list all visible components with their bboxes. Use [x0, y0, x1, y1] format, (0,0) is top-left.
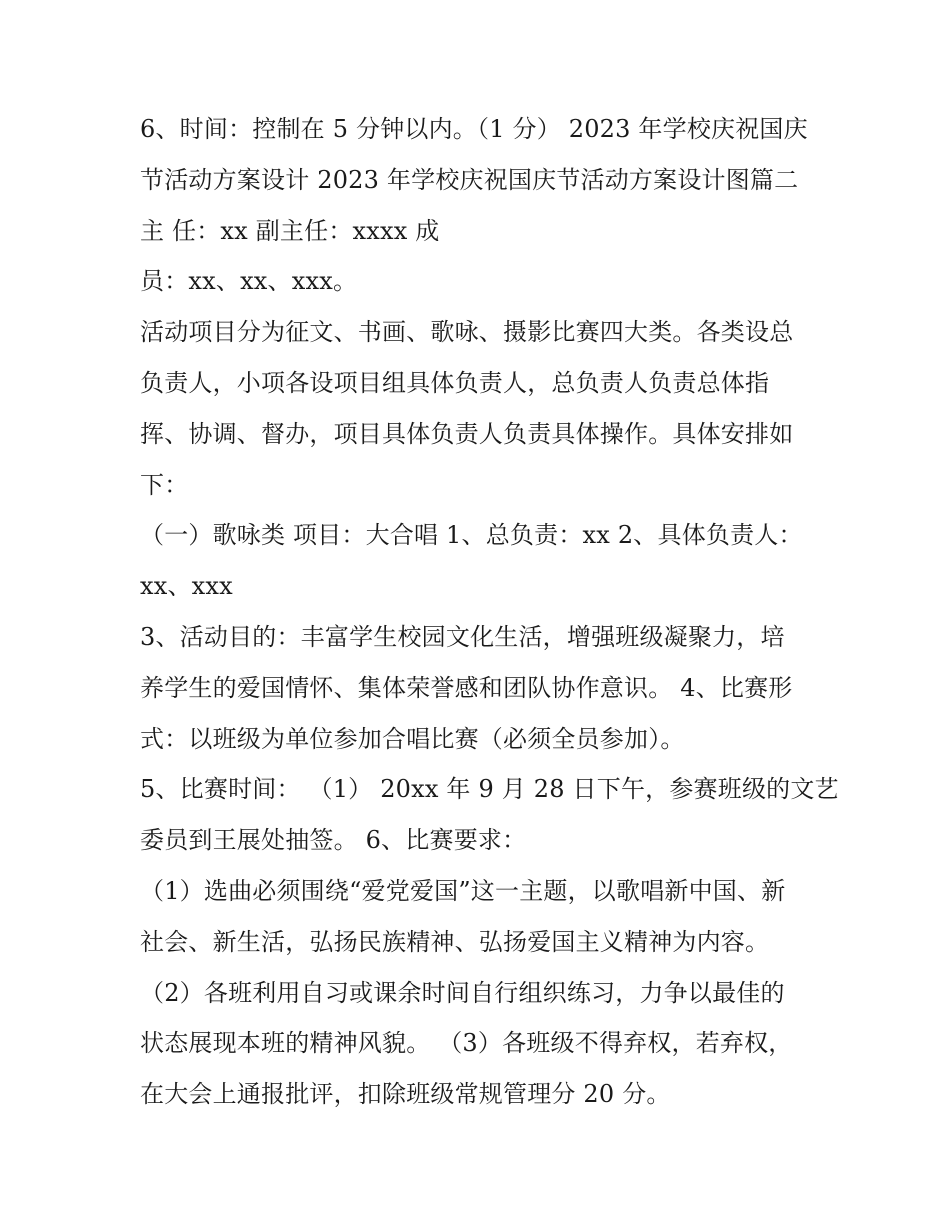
text-line: 养学生的爱国情怀、集体荣誉感和团队协作意识。 4、比赛形	[140, 673, 793, 702]
text-line: 状态展现本班的精神风貌。 （3）各班级不得弃权，若弃权，	[140, 1029, 793, 1058]
text-line: xx、xxx	[140, 572, 233, 601]
document-body	[140, 104, 839, 1120]
text-line: 3、活动目的：丰富学生校园文化生活，增强班级凝聚力，培	[140, 622, 785, 651]
text-line: （2）各班利用自习或课余时间自行组织练习，力争以最佳的	[140, 978, 785, 1007]
text-line: 6、时间：控制在 5 分钟以内。（1 分） 2023 年学校庆祝国庆	[140, 115, 808, 143]
text-line: 主 任：xx 副主任：xxxx 成	[140, 216, 440, 245]
text-line: 挥、协调、督办，项目具体负责人负责具体操作。具体安排如	[140, 419, 794, 448]
text-line: 活动项目分为征文、书画、歌咏、摄影比赛四大类。各类设总	[140, 318, 794, 347]
text-line: 节活动方案设计 2023 年学校庆祝国庆节活动方案设计图篇二	[140, 165, 799, 194]
text-line: 5、比赛时间： （1） 20xx 年 9 月 28 日下午，参赛班级的文艺	[140, 775, 839, 804]
text-line: （一）歌咏类 项目：大合唱 1、总负责：xx 2、具体负责人：	[140, 521, 803, 550]
text-line: 负责人，小项各设项目组具体负责人，总负责人负责总体指	[140, 368, 770, 397]
text-line: 式：以班级为单位参加合唱比赛（必须全员参加）。	[140, 724, 685, 753]
text-line: 社会、新生活，弘扬民族精神、弘扬爱国主义精神为内容。	[140, 927, 770, 956]
text-line: 下：	[140, 470, 189, 499]
text-line: 委员到王展处抽签。 6、比赛要求：	[140, 826, 527, 855]
text-line: （1）选曲必须围绕“爱党爱国”这一主题，以歌唱新中国、新	[140, 876, 786, 905]
text-line: 在大会上通报批评，扣除班级常规管理分 20 分。	[140, 1080, 671, 1109]
text-line: 员：xx、xx、xxx。	[140, 267, 358, 296]
